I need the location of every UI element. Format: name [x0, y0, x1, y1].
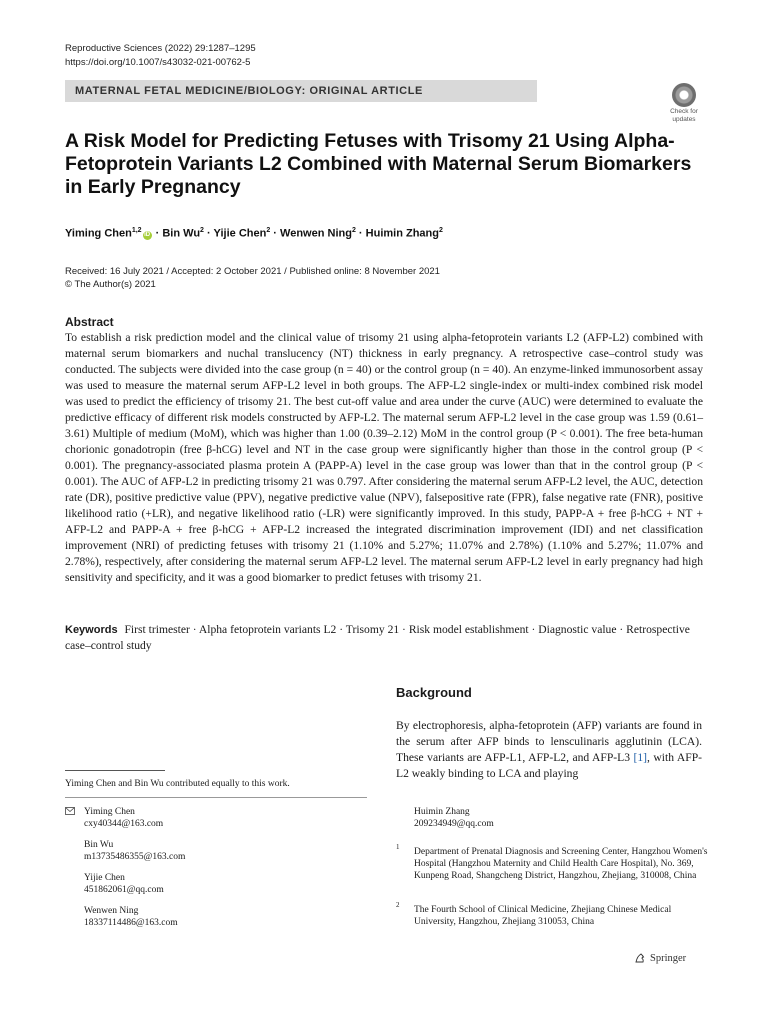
correspondence-name: Yijie Chen	[84, 873, 125, 883]
correspondence-entry	[414, 806, 494, 830]
author-separator: ·	[358, 227, 363, 240]
author-affiliation: 1,2	[131, 227, 142, 234]
publisher-logo	[634, 952, 686, 964]
author-affiliation: 2	[438, 227, 443, 234]
publisher-name: Springer	[650, 952, 687, 964]
check-for-updates-badge[interactable]	[663, 83, 705, 125]
affiliation-number: 1	[396, 843, 400, 851]
author-affiliation: 2	[266, 227, 271, 234]
correspondence-email[interactable]: 18337114486@163.com	[84, 918, 178, 928]
correspondence-name: Yiming Chen	[84, 807, 135, 817]
keywords-block	[65, 622, 703, 654]
correspondence-entry	[84, 905, 185, 929]
correspondence-name: Huimin Zhang	[414, 807, 470, 817]
journal-info	[65, 42, 256, 70]
author-separator: ·	[273, 227, 277, 240]
affiliation-text: The Fourth School of Clinical Medicine, Zhejiang Chinese Medical University, Hangzhou, Zhejiang 310053, China	[414, 905, 672, 927]
background-text	[396, 718, 702, 782]
check-updates-line1: Check for	[670, 108, 698, 115]
section-banner: MATERNAL FETAL MEDICINE/BIOLOGY: ORIGINAL ARTICLE	[65, 80, 537, 102]
journal-citation: Reproductive Sciences (2022) 29:1287–1295	[65, 43, 256, 54]
abstract-heading: Abstract	[65, 315, 114, 329]
background-heading: Background	[396, 685, 472, 700]
check-updates-icon	[672, 83, 696, 107]
author-name[interactable]: Yiming Chen	[65, 227, 132, 240]
keywords-heading: Keywords	[65, 624, 118, 636]
envelope-icon	[65, 807, 75, 818]
author-separator: ·	[155, 227, 160, 240]
article-dates	[65, 265, 440, 291]
correspondence-name: Bin Wu	[84, 840, 114, 850]
author-name[interactable]: Huimin Zhang	[365, 227, 439, 240]
correspondence-email[interactable]: 209234949@qq.com	[414, 819, 494, 829]
author-affiliation: 2	[200, 227, 204, 234]
check-updates-line2: updates	[672, 116, 696, 123]
doi-link[interactable]: https://doi.org/10.1007/s43032-021-00762-5	[65, 57, 251, 68]
footnote-divider	[65, 770, 165, 771]
author-name[interactable]: Yijie Chen	[213, 227, 267, 240]
correspondence-list	[84, 806, 185, 938]
copyright-notice: © The Author(s) 2021	[65, 279, 156, 290]
article-title: A Risk Model for Predicting Fetuses with Trisomy 21 Using Alpha-Fetoprotein Variants L2 Combined with Maternal Serum Biomarkers in Early Pregnancy	[65, 130, 692, 198]
springer-horse-icon	[634, 952, 646, 964]
author-separator: ·	[207, 227, 211, 240]
received-accepted-dates: Received: 16 July 2021 / Accepted: 2 October 2021	[65, 266, 282, 277]
contribution-note: Yiming Chen and Bin Wu contributed equally to this work.	[65, 779, 290, 789]
correspondence-email[interactable]: 451862061@qq.com	[84, 885, 164, 895]
background-text-after: , with AFP-L2 weakly binding to LCA and playing	[396, 751, 702, 780]
correspondence-email[interactable]: m13735486355@163.com	[84, 852, 186, 862]
background-text-before: By electrophoresis, alpha-fetoprotein (AFP) variants are found in the serum after AFP binds to lensculinaris agglutinin (LCA). These variants are AFP-L1, AFP-L2, and AFP-L3	[396, 719, 702, 764]
correspondence-email[interactable]: cxy40344@163.com	[84, 819, 164, 829]
correspondence-entry	[84, 806, 185, 830]
keywords-text: First trimester · Alpha fetoprotein variants L2 · Trisomy 21 · Risk model establishment · Diagnostic value · Retrospective case–control study	[65, 623, 690, 652]
footnote-divider	[65, 797, 367, 798]
author-name[interactable]: Wenwen Ning	[280, 227, 352, 240]
published-date: / Published online: 8 November 2021	[281, 266, 440, 277]
orcid-icon[interactable]: iD	[144, 231, 151, 238]
author-affiliation: 2	[351, 227, 356, 234]
affiliation-number: 2	[396, 901, 400, 909]
author-list	[65, 227, 443, 240]
citation-link[interactable]: [1]	[633, 751, 648, 764]
correspondence-entry	[84, 839, 185, 863]
abstract-text: To establish a risk prediction model and the clinical value of trisomy 21 using alpha-fetoprotein variants L2 (AFP-L2) combined with maternal serum biomarkers and nuchal translucency (NT) thickness in early pregnancy. A retrospective case–control study was conducted. The subjects were divided into the case group (n = 40) or the control group (n = 40). An enzyme-linked immunosorbent assay was used to measure the maternal serum AFP-L2 level in both groups. The AFP-L2 single-index or multi-index combined risk model was used to predict the efficiency of trisomy 21. The best cut-off value and area under the curve (AUC) were determined to evaluate the predictive efficacy of different risk models constructed by AFP-L2. The maternal serum AFP-L2 level in the case group was 1.59 (0.61–3.61) Multiple of medium (MoM), which was higher than 1.00 (0.39–2.12) MoM in the control group (P < 0.001). The free beta-human chorionic gonadotropin (free β-hCG) level and NT in the case group were significantly higher than those in the control group (P < 0.001). The pregnancy-associated plasma protein A (PAPP-A) level in the case group was lower than that in the control group (P < 0.001). The AUC of AFP-L2 in predicting trisomy 21 was 0.797. After considering the maternal serum AFP-L2 level, the AUC, detection rate (DR), positive predictive value (PPV), negative predictive value (NPV), falsepositive rate (FPR), false negative rate (FNR), positive likelihood ratio (+LR), and negative likelihood ratio (-LR) were significantly improved. In this study, PAPP-A + free β-hCG + NT + AFP-L2 and PAPP-A + free β-hCG + AFP-L2 increased the integrated discrimination improvement (IDI) and net classification improvement (NRI) of predicting fetuses with trisomy 21 (1.10% and 5.27%; 11.07% and 2.78%) (1.10% and 5.27%; 11.07% and 2.78%), respectively, after considering the maternal serum AFP-L2 level. The maternal serum AFP-L2 level in early pregnancy had high sensitivity and specificity, and it was a good biomarker to predict fetuses with trisomy 21.	[65, 331, 703, 584]
author-name[interactable]: Bin Wu	[162, 227, 201, 240]
affiliation-text: Department of Prenatal Diagnosis and Screening Center, Hangzhou Women's Hospital (Hangzhou Maternity and Child Health Care Hospital), No. 369, Kunpeng Road, Shangcheng District, Hangzhou, Zhejiang, 310008, China	[414, 847, 708, 881]
correspondence-name: Wenwen Ning	[84, 906, 139, 916]
correspondence-entry	[84, 872, 185, 896]
